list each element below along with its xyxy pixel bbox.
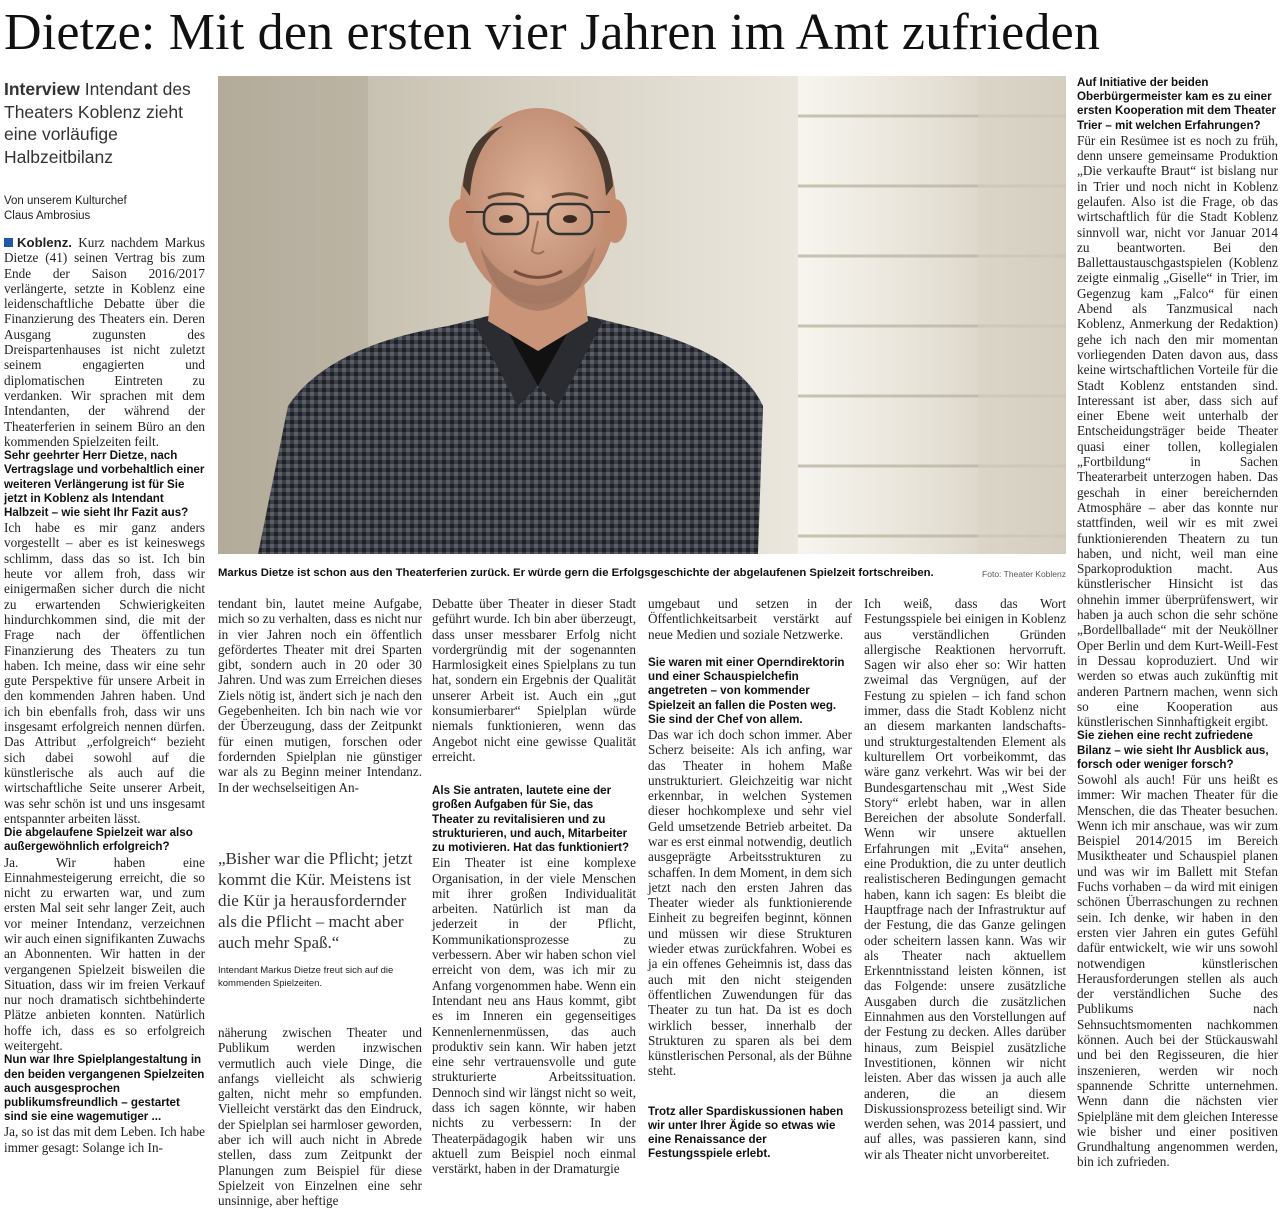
intro-paragraph bbox=[4, 235, 205, 449]
lede-text: Intendant des Theaters Koblenz zieht eine vorläufige Halbzeitbilanz bbox=[4, 79, 191, 167]
answer: Debatte über Theater in dieser Stadt geführt wurde. Ich bin aber überzeugt, dass unser messbarer Erfolg nicht vordergründig mit der sogenannten Harmlosigkeit eines Spielplans zu tun hat, sondern ein Ergebnis der Qualität unserer Arbeit ist. Auch ein „gut konsumierbarer“ Spielplan würde niemals funktionieren, wenn das Angebot nicht eine gewisse Qualität erreicht. bbox=[432, 596, 636, 764]
question: Sie waren mit einer Operndirektorin und einer Schauspielchefin angetreten – von kommender Spielzeit an fallen die Posten weg. Sie sind der Chef von allem. bbox=[648, 655, 845, 726]
column-2 bbox=[218, 596, 422, 836]
pull-quote bbox=[218, 848, 422, 989]
column-3 bbox=[432, 596, 636, 1180]
answer: tendant bin, lautet meine Aufgabe, mich so zu verhalten, dass es nicht nur in vier Jahren noch ein öffentlich gefördertes Theater mit drei Sparten gibt, sondern auch in 20 oder 30 Jahren. Und was zum Erreichen dieses Ziels nötig ist, ändert sich je nach den Gegebenheiten. Ich bin nach wie vor der Überzeugung, dass der Zeitpunkt für einen mutigen, forschen oder fordernden Spielplan nie günstiger war als zu Beginn meiner Intendanz. In der wechselseitigen An- bbox=[218, 596, 422, 795]
pull-quote-text: „Bisher war die Pflicht; jetzt kommt die Kür. Meistens ist die Kür ja herausfordernder als die Pflicht – macht aber auch mehr Spaß.“ bbox=[218, 849, 413, 952]
answer: Ja, so ist das mit dem Leben. Ich habe immer gesagt: Solange ich In- bbox=[4, 1124, 205, 1155]
answer: näherung zwischen Theater und Publikum werden inzwischen vermutlich auch viele Dinge, die anfangs vielleicht als schwierig galten, nicht mehr so empfunden. Vielleicht verstärkt das den Eindruck, der Spielplan sei harmloser geworden, aber ich will auch nicht in Abrede stellen, dass zum Zeitpunkt der Planungen zum Beispiel für diese Spielzeit von Einzelnen eine sehr unsinnige, aber heftige bbox=[218, 1025, 422, 1209]
answer: Ich weiß, dass das Wort Festungsspiele bei einigen in Koblenz aus verständlichen Gründen allergische Reaktionen hervorruft. Sagen wir also eher so: Wir hatten zweimal das Vergnügen, auf der Festung zu spielen – ich fand schon immer, dass die Stadt Koblenz nicht an diesem markanten landschafts- und strukturgestaltenden Element als kulturellem Ort vorbeikommt, das wäre ganz verkehrt. Was wir bei der Bundesgartenschau mit „West Side Story“ erlebt haben, war in allen Bereichen der absolute Sonderfall. Wenn wir unsere aktuellen Erfahrungen mit „Evita“ ansehen, eine Produktion, die zu unter deutlich realistischeren Bedingungen gemacht haben, kann ich sagen: Es bleibt die Hauptfrage nach der Infrastruktur auf der Festung, die das Ganze gelingen oder scheitern lassen kann. Was wir als Theater nach aktuellem Erkenntnisstand leisten können, ist das Folgende: unsere zusätzliche Ausgaben durch die zusätzlichen Einnahmen aus den Vorstellungen auf der Festung zu decken. Alles darüber hinaus, zum Beispiel zusätzliche Investitionen, können wir nicht leisten. Aber das wissen ja auch alle anderen, die an diesem Diskussionsprozess beteiligt sind. Wir werden sehen, was 2014 passiert, und auf alles, was passieren kann, sind wir als Theater nicht unvorbereitet. bbox=[864, 596, 1066, 1162]
portrait-photo bbox=[218, 76, 1066, 554]
headline: Dietze: Mit den ersten vier Jahren im Amt zufrieden bbox=[4, 4, 1101, 61]
answer: umgebaut und setzen in der Öffentlichkeitsarbeit verstärkt auf neue Medien und soziale Netzwerke. bbox=[648, 596, 852, 642]
pull-quote-caption: Intendant Markus Dietze freut sich auf die kommenden Spielzeiten. bbox=[218, 965, 394, 989]
lede-kicker: Interview bbox=[4, 79, 80, 99]
answer: Das war ich doch schon immer. Aber Scherz beiseite: Als ich anfing, war das Theater in hohem Maße unstrukturiert. Gleichzeitig war nicht erkennbar, in welchen Systemen dieser hochkomplexe und sehr viel Geld umsetzende Betrieb arbeitet. Da war es erst einmal notwendig, deutlich ausgeprägte Arbeitsstrukturen zu schaffen. In dem Moment, in dem sich jetzt nach den ersten Jahren das Theater wieder als funktionierende Einheit zu begreifen beginnt, können und müssen wir diese Strukturen wieder etwas zurückfahren. Wobei es ja ein offenes Geheimnis ist, dass das auch mit den nicht steigenden öffentlichen Zuwendungen für das Theater zu tun hat. Da ist es doch wirklich besser, innerhalb der Strukturen zu sparen als bei dem künstlerischen Personal, als der Bühne steht. bbox=[648, 726, 852, 1079]
byline-role: Von unserem Kulturchef bbox=[4, 195, 127, 207]
question: Trotz aller Spardiskussionen haben wir unter Ihrer Ägide so etwas wie eine Renaissance der Festungsspiele erlebt. bbox=[648, 1104, 844, 1161]
photo-credit: Foto: Theater Koblenz bbox=[982, 569, 1066, 579]
byline-author: Claus Ambrosius bbox=[4, 209, 91, 222]
column-5 bbox=[864, 596, 1066, 1180]
photo-caption-text: Markus Dietze ist schon aus den Theaterferien zurück. Er würde gern die Erfolgsgeschichte der abgelaufenen Spielzeit fortschreiben. bbox=[218, 567, 934, 579]
question: Nun war Ihre Spielplangestaltung in den beiden vergangenen Spielzeiten auch ausgesprochen publikumsfreundlich – gestartet sind sie eine wagemutiger ... bbox=[4, 1053, 205, 1124]
column-2-bottom bbox=[218, 1025, 422, 1209]
column-1 bbox=[4, 78, 205, 1178]
lede bbox=[4, 78, 205, 168]
answer: Sowohl als auch! Für uns heißt es immer: Wir machen Theater für die Menschen, die das Theater besuchen. Wenn ich mir anschaue, was wir zum Beispiel 2014/2015 im Bereich Musiktheater und Schauspiel planen und was wir im Ballett mit Stefan Fuchs vorhaben – da wird mit einigen schönen Überraschungen zu rechnen sein. Ich denke, wir haben in den ersten vier Jahren ein gutes Gefühl dafür entwickelt, wie wir uns sowohl notwendigen künstlerischen Herausforderungen stellen als auch der verständlichen Suche des Publikums nach Sehnsuchtsmomenten nachkommen können. Auch bei der Stückauswahl und bei den Regisseuren, die hier inszenieren, werden wir noch spannende Schritte unternehmen. Wenn dann die nächsten vier Spielpläne mit dem gleichen Interesse wie bisher und einer positiven Grundhaltung angenommen werden, bin ich zufrieden. bbox=[1077, 772, 1278, 1170]
intro-text: Kurz nachdem Markus Dietze (41) seinen Vertrag bis zum Ende der Saison 2016/2017 verlängerte, setzte in Koblenz eine leidenschaftliche Debatte über die Finanzierung des Theaters ein. Deren Ausgang zugunsten des Dreispartenhauses ist nicht zuletzt seinem engagierten und diplomatischen Eintreten zu verdanken. Wir sprachen mit dem Intendanten, der während der Theaterferien in seinem Büro an den kommenden Spielzeiten feilt. bbox=[4, 235, 205, 449]
question: Sie ziehen eine recht zufriedene Bilanz – wie sieht Ihr Ausblick aus, forsch oder weniger forsch? bbox=[1077, 729, 1269, 771]
column-4 bbox=[648, 596, 852, 1180]
answer: Ja. Wir haben eine Einnahmesteigerung erreicht, die so nicht zu erwarten war, und zum ersten Mal seit sehr langer Zeit, auch vor meiner Intendanz, verzeichnen wir auch einen signifikanten Zuwachs an Abonnenten. Wir hatten in der vergangenen Spielzeit bisweilen die Situation, dass wir im freien Verkauf nur noch dramatisch sichtbehinderte Plätze anbieten konnten. Natürlich hoffe ich, dass es so erfolgreich weitergeht. bbox=[4, 854, 205, 1054]
answer: Ein Theater ist eine komplexe Organisation, in der viele Menschen mit ihrer großen Individualität arbeiten. Natürlich ist man da jederzeit in der Pflicht, Kommunikationsprozesse zu verbessern. Aber wir haben schon viel erreicht von dem, was ich mir zu Anfang vorgenommen habe. Wenn ein Intendant neu ans Haus kommt, gibt es im Inneren ein gegenseitiges Kennenlernenmüssen, das auch produktiv sein kann. Wir haben jetzt eine sehr vertrauensvolle und gute strukturierte Arbeitssituation. Dennoch sind wir längst nicht so weit, dass ich sagen könnte, wir haben nichts zu verbessern: In der Theaterpädagogik haben wir uns aktuell zum Beispiel noch einmal verstärkt, haben in der Dramaturgie bbox=[432, 855, 636, 1177]
column-6 bbox=[1077, 76, 1278, 1180]
question: Als Sie antraten, lautete eine der großen Aufgaben für Sie, das Theater zu revitalisieren und zu strukturieren, und auch, Mitarbeiter zu motivieren. Hat das funktioniert? bbox=[432, 784, 630, 855]
question: Sehr geehrter Herr Dietze, nach Vertragslage und vorbehaltlich einer weiteren Verlängerung ist für Sie jetzt in Koblenz als Intendant Halbzeit – wie sieht Ihr Fazit aus? bbox=[4, 449, 205, 519]
photo-caption bbox=[218, 565, 1066, 583]
answer: Ich habe es mir ganz anders vorgestellt – aber es ist keineswegs schlimm, dass das so ist. Ich bin heute vor allem froh, dass wir einigermaßen sicher durch die nicht zu erwartenden Schwierigkeiten hindurchkommen sind, die mit der Frage nach der öffentlichen Finanzierung des Theaters zu tun haben. Ich meine, dass wir eine sehr gute Perspektive für unsere Arbeit in den kommenden Jahren haben. Und ich bin ebenfalls froh, dass wir uns insgesamt erfolgreich nennen dürfen. Das Attribut „erfolgreich“ bezieht sich dabei sowohl auf die künstlerische als auch auf die wirtschaftliche Seite unserer Arbeit, was sehr schön ist und uns insgesamt entspannter arbeiten lässt. bbox=[4, 520, 205, 826]
question: Die abgelaufene Spielzeit war also außergewöhnlich erfolgreich? bbox=[4, 826, 193, 854]
answer: Für ein Resümee ist es noch zu früh, denn unsere gemeinsame Produktion „Die verkaufte Braut“ ist bislang nur in Trier und noch nicht in Koblenz gelaufen. Also ist die Frage, ob das wirtschaftlich für die Stadt Koblenz sinnvoll war, nicht vor Januar 2014 zu beantworten. Bei den Ballettaustauschgastspielen (Koblenz zeigte einmalig „Giselle“ in Trier, im Gegenzug kam „Falco“ für einen Abend als Tanzmusical nach Koblenz, Anmerkung der Redaktion) gehe ich nach den mir momentan vorliegenden Daten davon aus, dass keine wirtschaftlichen Vorteile für die Stadt Koblenz entstanden sind. Interessant ist aber, dass sich auf einer Ebene weit unterhalb der Entscheidungsträger beide Theater quasi einer tollen, kollegialen „Fortbildung“ in Sachen Theaterarbeit unterzogen haben. Das geschah in einer bereichernden Atmosphäre – aber das konnte nur stattfinden, weil wir es mit zwei funktionierenden Theatern zu tun haben, und nicht, weil man eine Sparkoproduktion macht. Aus künstlerischer Hinsicht ist das ohnehin immer überprüfenswert, wir haben ja auch schon die sehr schöne „Bordellballade“ mit der Neuköllner Oper Berlin und dem Kurt-Weill-Fest in Dessau koproduziert. Und wir werden so etwas auch zukünftig mit anderen Partnern machen, wenn sich so eine Kooperation aus künstlerischen Sinnhaftigkeit ergibt. bbox=[1077, 132, 1278, 730]
question: Auf Initiative der beiden Oberbürgermeister kam es zu einer ersten Kooperation mit dem Theater Trier – mit welchen Erfahrungen? bbox=[1077, 76, 1277, 132]
byline bbox=[4, 194, 205, 223]
dateline-marker-icon bbox=[4, 238, 13, 247]
portrait-photo-graphic bbox=[218, 76, 1066, 554]
dateline: Koblenz. bbox=[17, 235, 72, 250]
